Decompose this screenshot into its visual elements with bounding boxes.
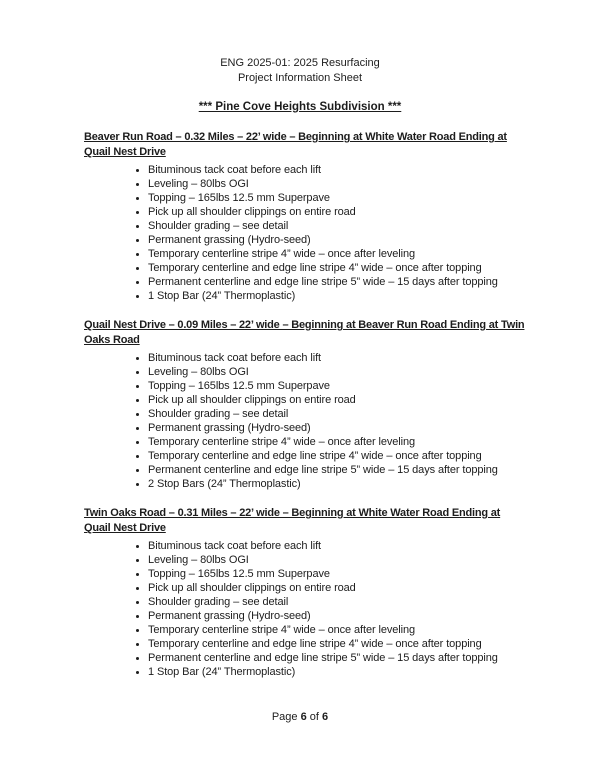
section-beaver-run-road (84, 130, 528, 303)
spec-item: • Bituminous tack coat before each lift (148, 163, 528, 177)
spec-list (84, 163, 528, 303)
page-footer-total-pages: 6 (322, 711, 329, 723)
road-heading: Quail Nest Drive – 0.09 Miles – 22’ wide – Beginning at Beaver Run Road Ending at Twin Oaks Road (84, 319, 525, 346)
spec-item: • Shoulder grading – see detail (148, 595, 528, 609)
spec-item: • Permanent grassing (Hydro-seed) (148, 609, 528, 623)
subdivision-header: *** Pine Cove Heights Subdivision *** (198, 101, 402, 113)
road-heading: Beaver Run Road – 0.32 Miles – 22’ wide – Beginning at White Water Road Ending at Quail Nest Drive (84, 131, 507, 158)
spec-item: • Temporary centerline and edge line stripe 4” wide – once after topping (148, 449, 528, 463)
spec-item: • Bituminous tack coat before each lift (148, 539, 528, 553)
spec-item: • Pick up all shoulder clippings on entire road (148, 581, 528, 595)
spec-item: • Topping – 165lbs 12.5 mm Superpave (148, 379, 528, 393)
spec-item: • 1 Stop Bar (24” Thermoplastic) (148, 665, 528, 679)
spec-item: • Permanent centerline and edge line stripe 5” wide – 15 days after topping (148, 463, 528, 477)
document-title-line-1: ENG 2025-01: 2025 Resurfacing (220, 57, 380, 69)
spec-item: • Shoulder grading – see detail (148, 407, 528, 421)
road-heading: Twin Oaks Road – 0.31 Miles – 22’ wide – Beginning at White Water Road Ending at Quail Nest Drive (84, 507, 501, 534)
spec-item: • Permanent centerline and edge line stripe 5” wide – 15 days after topping (148, 651, 528, 665)
spec-item: • Pick up all shoulder clippings on entire road (148, 393, 528, 407)
document-header (0, 0, 600, 115)
spec-item: • Permanent grassing (Hydro-seed) (148, 421, 528, 435)
sections-container (0, 130, 600, 679)
page-footer (0, 710, 600, 724)
spec-item: • Topping – 165lbs 12.5 mm Superpave (148, 567, 528, 581)
spec-item: • Leveling – 80lbs OGI (148, 177, 528, 191)
document-title-line-2: Project Information Sheet (237, 72, 363, 84)
spec-item: • Bituminous tack coat before each lift (148, 351, 528, 365)
spec-item: • Topping – 165lbs 12.5 mm Superpave (148, 191, 528, 205)
page-footer-of-label: of (309, 711, 319, 723)
section-twin-oaks-road (84, 506, 528, 679)
spec-item: • Temporary centerline stripe 4” wide – once after leveling (148, 435, 528, 449)
spec-item: • Shoulder grading – see detail (148, 219, 528, 233)
spec-item: • Temporary centerline stripe 4” wide – once after leveling (148, 247, 528, 261)
spec-item: • Leveling – 80lbs OGI (148, 553, 528, 567)
spec-item: • Permanent grassing (Hydro-seed) (148, 233, 528, 247)
spec-item: • 2 Stop Bars (24” Thermoplastic) (148, 477, 528, 491)
spec-item: • Permanent centerline and edge line stripe 5” wide – 15 days after topping (148, 275, 528, 289)
spec-item: • Temporary centerline and edge line stripe 4” wide – once after topping (148, 261, 528, 275)
spec-item: • Leveling – 80lbs OGI (148, 365, 528, 379)
section-quail-nest-drive (84, 318, 528, 491)
page-footer-current-page: 6 (300, 711, 307, 723)
spec-item: • Temporary centerline stripe 4” wide – once after leveling (148, 623, 528, 637)
spec-list (84, 351, 528, 491)
spec-item: • 1 Stop Bar (24” Thermoplastic) (148, 289, 528, 303)
spec-list (84, 539, 528, 679)
spec-item: • Pick up all shoulder clippings on entire road (148, 205, 528, 219)
spec-item: • Temporary centerline and edge line stripe 4” wide – once after topping (148, 637, 528, 651)
page-footer-label: Page (271, 711, 298, 723)
